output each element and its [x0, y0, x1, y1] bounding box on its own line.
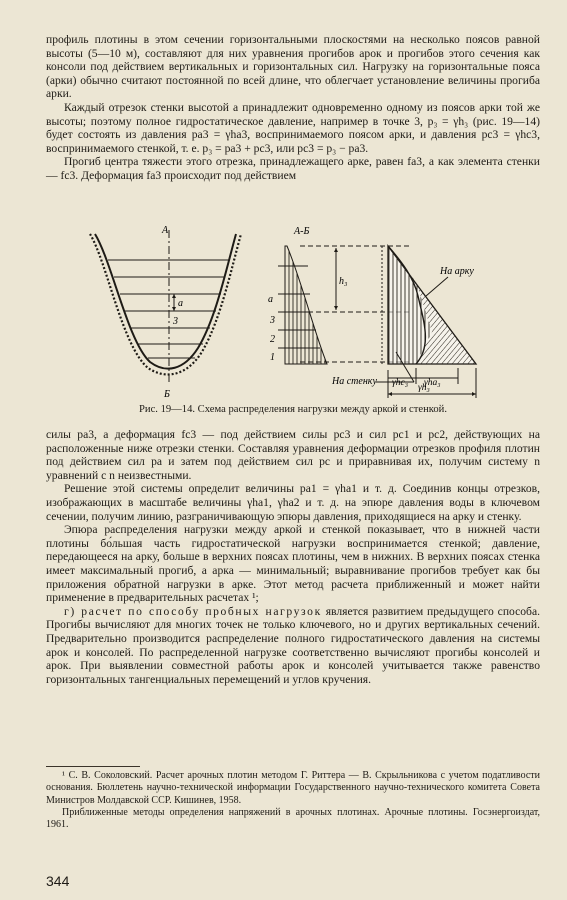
paragraph-1: профиль плотины в этом сечении горизонтальными плоскостями на несколько поясов равной высоты (5—10 м), составляют для них уравнения прогибов арок и прогибов этого сечения как консоли под действием вертикальных и горизонтальных сил. Нагрузку на горизонтальные пояса (арки) обычно считают постоянной по всей длине, что облегчает установление величины прогиба арки.: [46, 33, 540, 101]
label-row-1: 1: [270, 352, 275, 363]
footnote-2: Приближенные методы определения напряжений в арочных плотинах. Арочные плотины. Госэнергоиздат, 1961.: [46, 806, 540, 831]
footnote-rule: [46, 766, 140, 767]
label-row-3: 3: [270, 315, 275, 326]
text-bottom: [46, 428, 540, 686]
label-gh3: γh₃: [418, 383, 430, 393]
figure-19-14: [80, 222, 500, 400]
load-diagram: [268, 226, 476, 398]
figure-caption: Рис. 19—14. Схема распределения нагрузки между аркой и стенкой.: [139, 404, 447, 415]
label-na-stenku: На стенку: [332, 376, 377, 387]
page-number: 344: [46, 873, 70, 889]
paragraph-2: Каждый отрезок стенки высотой a принадлежит одновременно одному из поясов арки той же высоты; поэтому полное гидростатическое давление, например в точке 3, p₃ = γh₃ (рис. 19—14) будет состоять из давления pa3 = γha3, воспринимаемого поясом арки, и давления pc3 = γhc3, воспринимаемого стенкой, т. е. p₃ = pa3 + pc3, или pc3 = p₃ − pa3.: [46, 100, 540, 155]
label-gha3: γha₃: [424, 378, 441, 388]
label-B: Б: [164, 389, 170, 400]
label-na-arku: На арку: [440, 266, 474, 277]
label-a-right: a: [268, 294, 273, 305]
paragraph-3: Прогиб центра тяжести этого отрезка, принадлежащего арке, равен fa3, а как элемента стенки — fc3. Деформация fa3 происходит под действием: [46, 155, 540, 182]
label-section-AB: А-Б: [294, 226, 310, 237]
label-point-3: 3: [173, 316, 178, 327]
method-text: является развитием предыдущего способа. Прогибы вычисляют для многих точек не только ключевого, но и других вертикальных сечений. Предварительно производится распределение полного гидростатического давления на системы арок и консолей. По распределенной нагрузке соответственно вычисляют прогибы консолей и арок. При выявлении совместной работы арок и консолей учитывается также равенство горизонтальных тангенциальных перемещений и углов кручения.: [46, 604, 540, 686]
canyon-section: [90, 225, 241, 400]
footnotes: [46, 770, 540, 831]
label-h3: h₃: [339, 276, 348, 287]
paragraph-4: силы pa3, а деформация fc3 — под действием силы pc3 и сил pc1 и pc2, действующих на расположенные ниже отрезки стенки. Составляя уравнения деформации отрезков профиля плотин под действием сил pa и затем под действием сил pc и приравнивая их, получим систему n уравнений с n неизвестными.: [46, 428, 540, 482]
paragraph-5: Решение этой системы определит величины pa1 = γha1 и т. д. Соединив концы отрезков, изображающих в масштабе величины γha1, γha2 и т. д. на эпюре давления воды в ключевом сечении, получим линию, разграничивающую эпюры давления, приходящиеся на арку и стенку.: [46, 482, 540, 523]
figure-caption-block: [46, 403, 540, 416]
label-a-left: a: [178, 298, 183, 309]
text-top: [46, 33, 540, 183]
paragraph-6: Эпюра распределения нагрузки между аркой и стенкой показывает, что в нижней части плотины бо́льшая часть гидростатической нагрузки воспринимается стенкой; давление, передающееся на арку, больше в верхних поясах плотины, чем в нижних. В верхних поясах стенка имеет максимальный прогиб, а арка — минимальный; выравнивание прогибов требует как бы приложения обратной нагрузки в арке. Этот метод расчета приближенный и может найти применение в предварительных расчетах ¹;: [46, 523, 540, 605]
method-heading: г) расчет по способу пробных нагрузок: [64, 604, 322, 618]
footnote-1: ¹ С. В. Соколовский. Расчет арочных плотин методом Г. Риттера — В. Скрыльникова с учетом податливости основания. Бюллетень научно-технической информации Государственного научно-технического комитета Совета Министров Молдавской ССР. Кишинев, 1958.: [46, 770, 540, 806]
paragraph-7: [46, 605, 540, 687]
label-row-2: 2: [270, 334, 275, 345]
label-ghc3: γhc₃: [392, 378, 409, 388]
label-A: А: [162, 225, 169, 236]
